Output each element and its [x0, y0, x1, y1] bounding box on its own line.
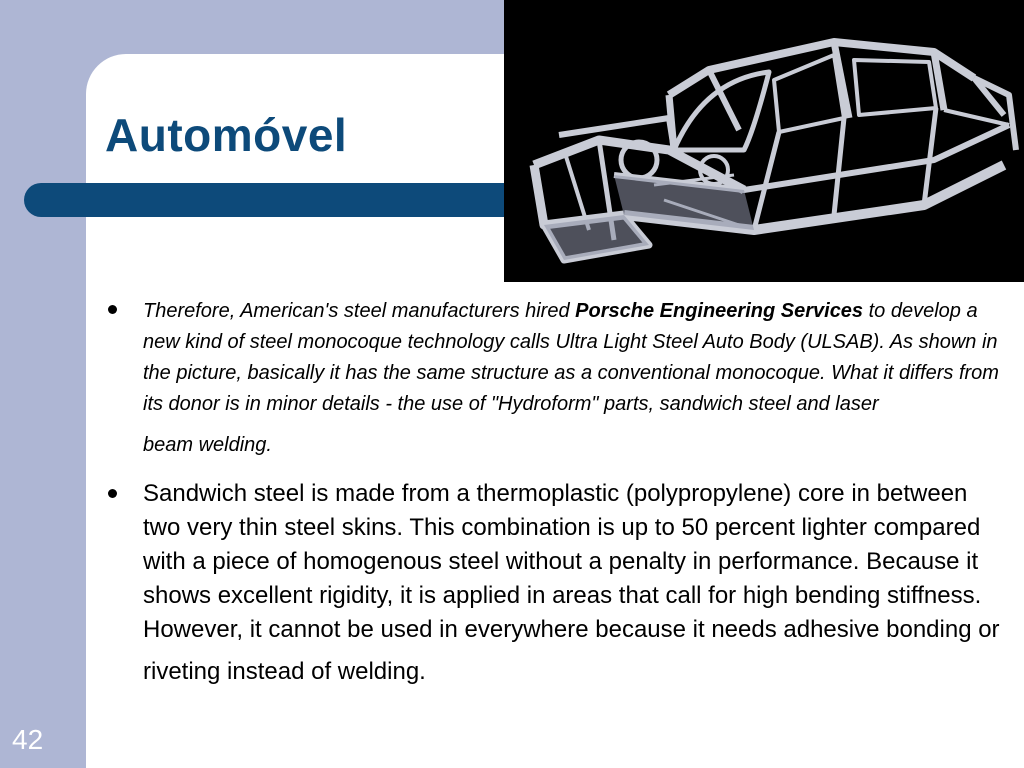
bullet-text: to develop a new kind of steel monocoque technology calls Ultra Light Steel Auto Body (ULSAB). As shown in the picture, basically it has the same structure as a conventional monocoque. What it differs from its donor is in minor details - the use of "Hydroform" parts, sandwich steel and laser	[143, 300, 999, 415]
bullet-bold-text: Porsche Engineering Services	[575, 300, 864, 322]
car-body-photo	[504, 0, 1024, 282]
bullet-text-last-line: riveting instead of welding.	[143, 658, 426, 685]
bullet-text-last-line: beam welding.	[143, 434, 272, 456]
page-number: 42	[12, 724, 44, 755]
bullet-icon	[108, 489, 117, 498]
title-underline-bar	[24, 183, 584, 217]
list-item	[104, 296, 1010, 461]
bullet-icon	[108, 305, 117, 314]
car-body-frame-icon	[504, 0, 1024, 282]
bullet-list	[104, 296, 1010, 689]
bullet-text: Therefore, American's steel manufacturers hired	[143, 300, 576, 322]
slide-title: Automóvel	[105, 109, 348, 161]
list-item	[104, 477, 1010, 689]
bullet-text: Sandwich steel is made from a thermoplastic (polypropylene) core in between two very thin steel skins. This combination is up to 50 percent lighter compared with a piece of homogenous steel without a penalty in performance. Because it shows excellent rigidity, it is applied in areas that call for high bending stiffness. However, it cannot be used in everywhere because it needs adhesive bonding or	[143, 480, 1000, 643]
